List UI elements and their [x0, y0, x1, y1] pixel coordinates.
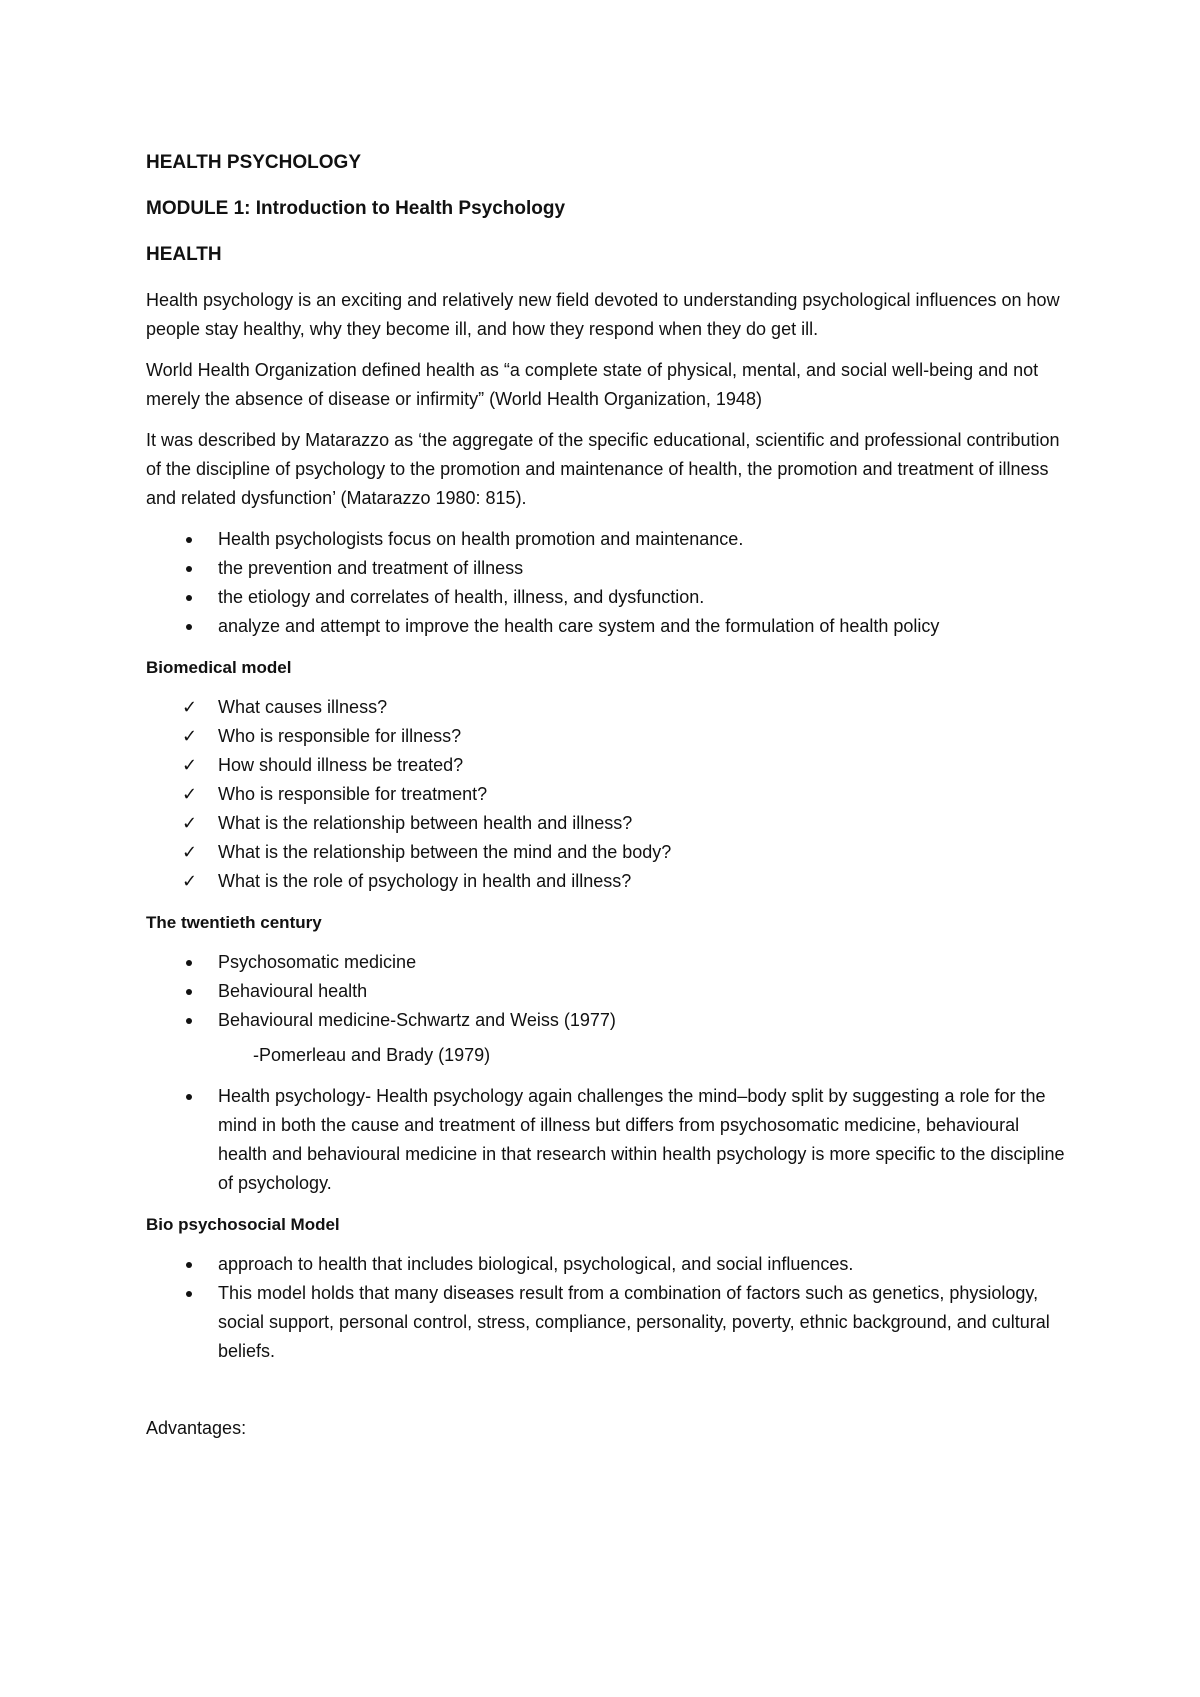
checklist-text: Who is responsible for treatment? — [218, 784, 488, 804]
spacer — [146, 1378, 1066, 1414]
health-psychology-list — [146, 1082, 1066, 1198]
list-item: the prevention and treatment of illness — [146, 554, 1066, 583]
checkmark-icon: ✓ — [182, 871, 198, 891]
pomerleau-reference: -Pomerleau and Brady (1979) — [253, 1045, 491, 1065]
checklist-text: What is the relationship between the mind and the body? — [218, 842, 672, 862]
list-item: This model holds that many diseases result from a combination of factors such as genetics, physiology, social support, personal control, stress, compliance, personality, poverty, ethnic background, and cultural beliefs. — [146, 1279, 1066, 1366]
list-item — [146, 838, 1066, 867]
list-item — [146, 722, 1066, 751]
list-item: Health psychologists focus on health promotion and maintenance. — [146, 525, 1066, 554]
list-item: approach to health that includes biological, psychological, and social influences. — [146, 1250, 1066, 1279]
list-item — [146, 693, 1066, 722]
list-item — [146, 751, 1066, 780]
paragraph-matarazzo: It was described by Matarazzo as ‘the aggregate of the specific educational, scientific and professional contribution of the discipline of psychology to the promotion and maintenance of health, the promotion and treatment of illness and related dysfunction’ (Matarazzo 1980: 815). — [146, 430, 1060, 508]
checkmark-icon: ✓ — [182, 842, 198, 862]
checkmark-icon: ✓ — [182, 726, 198, 746]
biomedical-checklist — [146, 693, 1066, 896]
module-heading: MODULE 1: Introduction to Health Psychology — [146, 198, 566, 219]
checklist-text: Who is responsible for illness? — [218, 726, 462, 746]
document-body — [146, 148, 1066, 1455]
list-item: analyze and attempt to improve the health care system and the formulation of health policy — [146, 612, 1066, 641]
document-title: HEALTH PSYCHOLOGY — [146, 152, 361, 173]
list-item: Behavioural health — [146, 977, 1066, 1006]
twentieth-century-list — [146, 948, 1066, 1035]
list-item — [146, 867, 1066, 896]
health-heading: HEALTH — [146, 244, 222, 265]
paragraph-who-definition: World Health Organization defined health as “a complete state of physical, mental, and social well-being and not merely the absence of disease or infirmity” (World Health Organization, 1948) — [146, 360, 1039, 409]
checkmark-icon: ✓ — [182, 813, 198, 833]
biopsychosocial-heading: Bio psychosocial Model — [146, 1215, 340, 1234]
list-item: Psychosomatic medicine — [146, 948, 1066, 977]
checkmark-icon: ✓ — [182, 697, 198, 717]
list-item: the etiology and correlates of health, illness, and dysfunction. — [146, 583, 1066, 612]
advantages-label: Advantages: — [146, 1418, 247, 1438]
checklist-text: What is the role of psychology in health and illness? — [218, 871, 632, 891]
checkmark-icon: ✓ — [182, 784, 198, 804]
focus-bullet-list — [146, 525, 1066, 641]
checklist-text: How should illness be treated? — [218, 755, 464, 775]
list-item: Health psychology- Health psychology again challenges the mind–body split by suggesting a role for the mind in both the cause and treatment of illness but differs from psychosomatic medicine, behavioural health and behavioural medicine in that research within health psychology is more specific to the discipline of psychology. — [146, 1082, 1066, 1198]
biopsychosocial-list — [146, 1250, 1066, 1366]
checkmark-icon: ✓ — [182, 755, 198, 775]
list-item: Behavioural medicine-Schwartz and Weiss (1977) — [146, 1006, 1066, 1035]
list-item — [146, 780, 1066, 809]
biomedical-heading: Biomedical model — [146, 658, 292, 677]
paragraph-intro: Health psychology is an exciting and relatively new field devoted to understanding psychological influences on how people stay healthy, why they become ill, and how they respond when they do get ill. — [146, 290, 1060, 339]
checklist-text: What causes illness? — [218, 697, 388, 717]
twentieth-century-heading: The twentieth century — [146, 913, 322, 932]
checklist-text: What is the relationship between health and illness? — [218, 813, 633, 833]
list-item — [146, 809, 1066, 838]
